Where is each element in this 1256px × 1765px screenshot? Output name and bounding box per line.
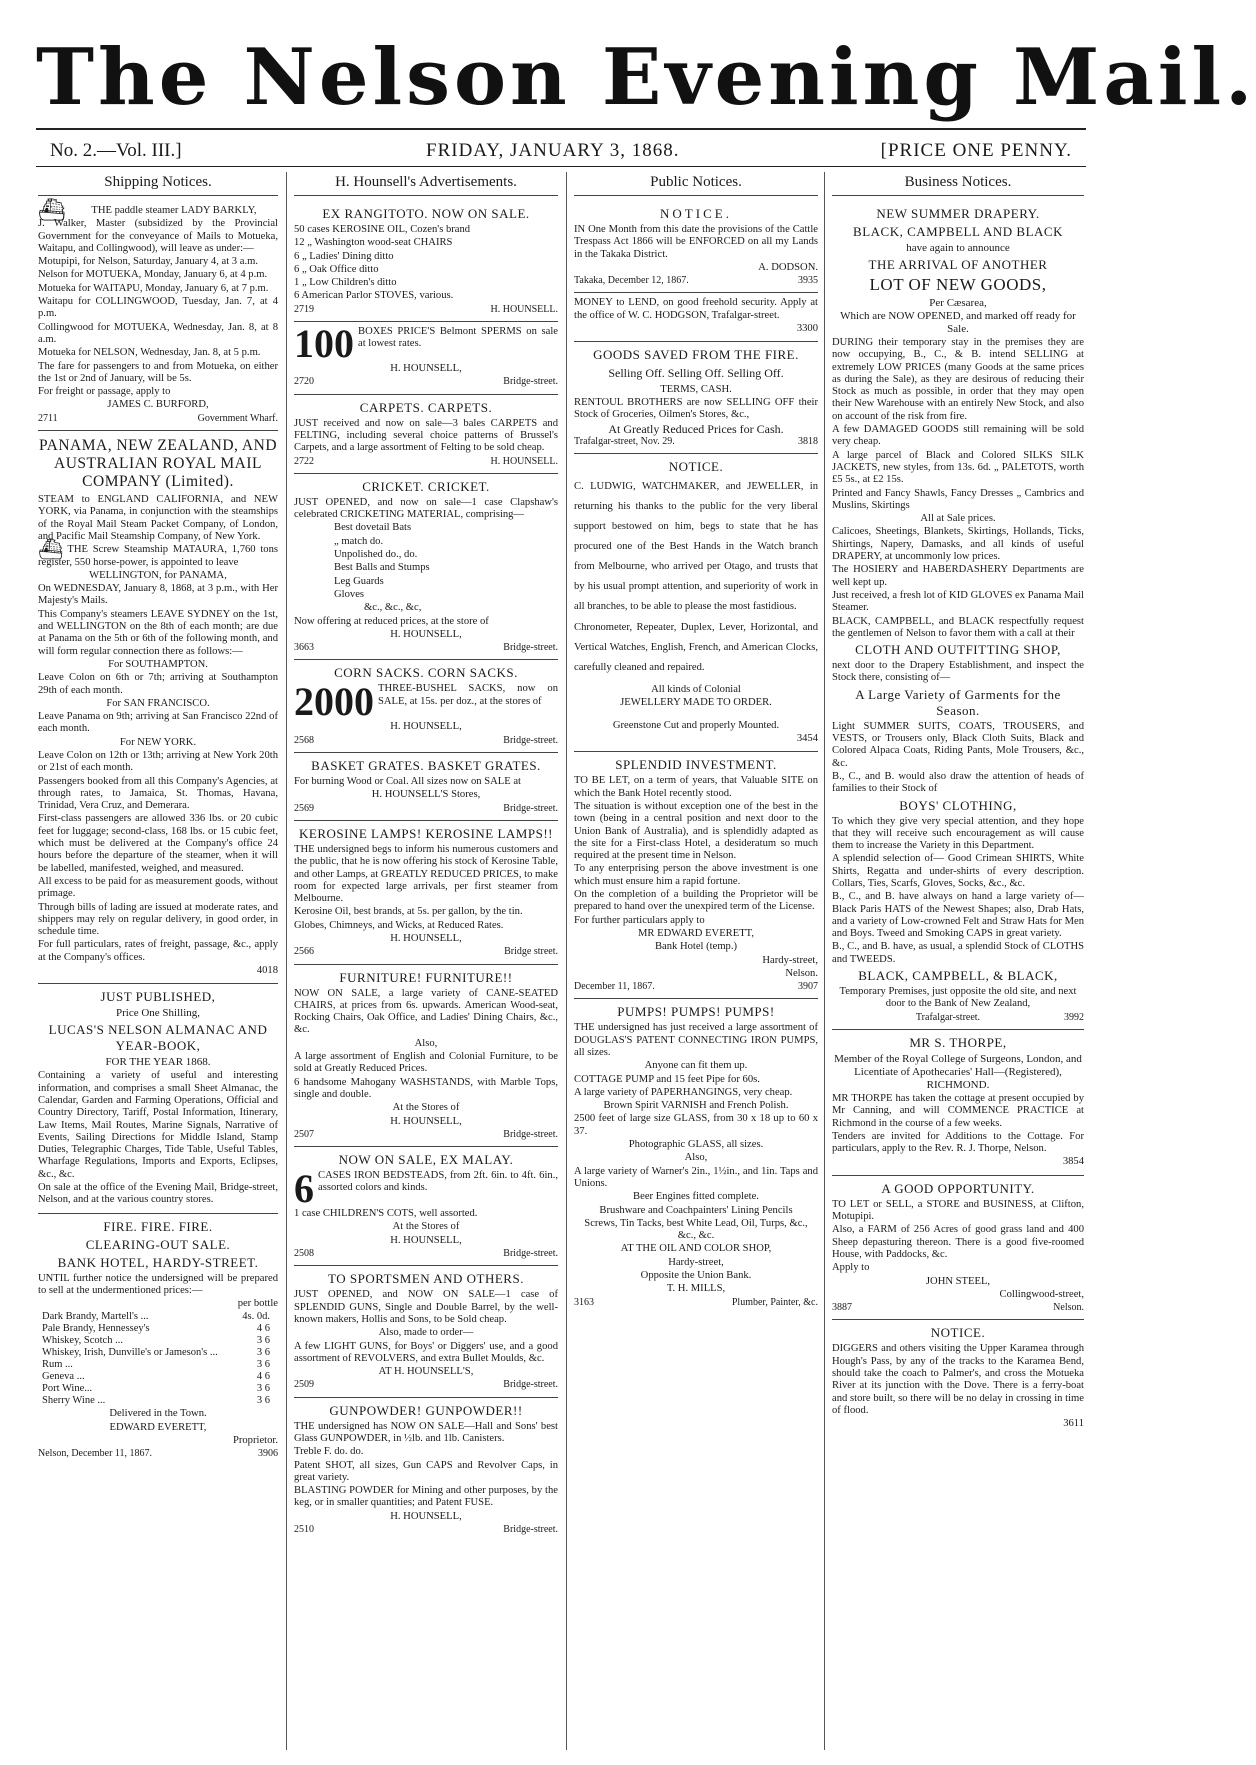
text-line: For full particulars, rates of freight, passage, &c., apply at the Company's offices. bbox=[38, 939, 278, 963]
column-shipping bbox=[38, 172, 278, 1747]
text-line: Through bills of lading are issued at moderate rates, and shippers may rely on regular delivery, in good order, in schedule time. bbox=[38, 901, 278, 938]
text-line: At the Stores of bbox=[392, 1102, 460, 1114]
column-hounsell bbox=[294, 172, 558, 1747]
text-line: Photographic GLASS, all sizes. bbox=[628, 1139, 764, 1151]
text-line: All at Sale prices. bbox=[920, 513, 996, 525]
column-heading: Business Notices. bbox=[832, 172, 1084, 196]
text-line: TO LET or SELL, a STORE and BUSINESS, at Clifton, Motupipi. bbox=[832, 1198, 1084, 1223]
text-line: A few LIGHT GUNS, for Boys' or Diggers' use, and a good assortment of REVOLVERS, and extra Bullet Moulds, &c. bbox=[294, 1340, 558, 1364]
ad-goods-saved bbox=[574, 342, 818, 454]
text-line: On sale at the office of the Evening Mail, Bridge-street, Nelson, and at the various country stores. bbox=[38, 1182, 278, 1206]
text-line: Bridge-street. bbox=[503, 1379, 558, 1391]
text-line: THE undersigned has NOW ON SALE—Hall and Sons' best Glass GUNPOWDER, in ½lb. and 1lb. Canisters. bbox=[294, 1420, 558, 1444]
text-line: A. DODSON. bbox=[758, 261, 818, 273]
text-line: For SAN FRANCISCO. bbox=[106, 697, 210, 709]
text-line: All excess to be paid for as measurement goods, without primage. bbox=[38, 875, 278, 900]
text-line: For further particulars apply to bbox=[574, 914, 705, 926]
text-line: BANK HOTEL, HARDY-STREET. bbox=[57, 1254, 259, 1270]
text-line: Also, a FARM of 256 Acres of good grass land and 400 Sheep depasturing thereon. There is a good five-roomed House, with Paddocks, &c. bbox=[832, 1224, 1084, 1260]
text-line: Beer Engines fitted complete. bbox=[633, 1191, 759, 1203]
text-line: RENTOUL BROTHERS are now SELLING OFF their Stock of Groceries, Oilmen's Stores, &c., bbox=[574, 396, 818, 421]
text-line: DIGGERS and others visiting the Upper Karamea through Hough's Pass, by any of the tracks to the Karamea Bend, should take the coach to Palmer's, and cross the Motueka River at its junction with the Dove. There is a ferry-boat and store built, so there will be no delay in crossing in time of flood. bbox=[832, 1343, 1084, 1416]
text-line: FOR THE YEAR 1868. bbox=[105, 1056, 211, 1069]
issue-date: FRIDAY, JANUARY 3, 1868. bbox=[426, 140, 680, 161]
text-line: LOT OF NEW GOODS, bbox=[869, 275, 1047, 294]
text-line: TO SPORTSMEN AND OTHERS. bbox=[328, 1271, 524, 1287]
text-line: Gloves bbox=[334, 588, 365, 600]
ad-sportsmen bbox=[294, 1266, 558, 1397]
text-line: NOW ON SALE, EX MALAY. bbox=[338, 1152, 514, 1168]
text-line: Bridge-street. bbox=[503, 734, 558, 746]
text-line: 50 cases KEROSINE OIL, Cozen's brand bbox=[294, 224, 471, 235]
column-separator bbox=[824, 172, 825, 1750]
text-line: Screws, Tin Tacks, best White Lead, Oil, Turps, &c., &c., &c. bbox=[584, 1217, 808, 1242]
text-line: MR EDWARD EVERETT, bbox=[637, 927, 755, 939]
text-line: Treble F. do. do. bbox=[294, 1446, 364, 1458]
text-line: To which they give very special attention, and they hope that they will receive such encouragement as will cause them to increase the Variety in this Department. bbox=[832, 815, 1084, 852]
text-line: EDWARD EVERETT, bbox=[109, 1421, 207, 1433]
steamship-icon: ⛴ bbox=[38, 539, 64, 562]
text-line: On WEDNESDAY, January 8, 1868, at 3 p.m., with Her Majesty's Mails. bbox=[38, 583, 278, 607]
text-line: 6 handsome Mahogany WASHSTANDS, with Marble Tops, single and double. bbox=[294, 1076, 558, 1100]
text-line: Leave Colon on 6th or 7th; arriving at Southampton 29th of each month. bbox=[38, 672, 278, 696]
text-line: 6 „ Ladies' Dining ditto bbox=[294, 250, 394, 262]
text-line: RICHMOND. bbox=[926, 1078, 990, 1091]
text-line: Calicoes, Sheetings, Blankets, Skirtings, Hollands, Ticks, Shirtings, Napery, Damasks, and all kinds of useful DRAPERY, at uncommonly low prices. bbox=[832, 526, 1084, 563]
text-line: A splendid selection of— Good Crimean SHIRTS, White Shirts, Regatta and under-shirts of every description. Collars, Ties, Scarfs, Gloves, Socks, &c., &c. bbox=[832, 853, 1084, 889]
text-line: H. HOUNSELL, bbox=[390, 628, 462, 640]
text-line: Bridge-street. bbox=[503, 802, 558, 814]
text-line: Bridge-street. bbox=[503, 1248, 558, 1260]
text-line: Brown Spirit VARNISH and French Polish. bbox=[603, 1100, 789, 1112]
text-line: Collingwood-street, bbox=[999, 1288, 1084, 1300]
text-line: Greenstone Cut and properly Mounted. bbox=[612, 719, 780, 731]
ad-cricket bbox=[294, 474, 558, 661]
text-line: Unpolished do., do. bbox=[334, 549, 418, 561]
text-line: December 11, 1867. bbox=[574, 981, 655, 993]
text-line: Opposite the Union Bank. bbox=[640, 1270, 752, 1282]
column-separator bbox=[286, 172, 287, 1750]
ad-good-opportunity bbox=[832, 1176, 1084, 1321]
text-line: A large variety of Warner's 2in., 1½in., and 1in. Taps and Unions. bbox=[574, 1165, 818, 1189]
ad-furniture bbox=[294, 965, 558, 1148]
text-line: SPLENDID INVESTMENT. bbox=[615, 757, 777, 773]
price-row bbox=[38, 1371, 278, 1383]
text-line: 2507 bbox=[294, 1128, 314, 1140]
ad-dodson-notice bbox=[574, 201, 818, 293]
text-line: „ match do. bbox=[334, 535, 384, 547]
text-line: 12 „ Washington wood-seat CHAIRS bbox=[294, 237, 453, 249]
text-line: Delivered in the Town. bbox=[109, 1408, 207, 1420]
text-line: Light SUMMER SUITS, COATS, TROUSERS, and VESTS, or Trousers only, Black Cloth Suits, Black and Colored Alpaca Coats, Riding Pants, Mole Trousers, &c., &c. bbox=[832, 720, 1084, 769]
text-line: Trafalgar-street. bbox=[915, 1011, 981, 1023]
text-line: Now offering at reduced prices, at the store of bbox=[294, 615, 489, 627]
text-line: A large variety of PAPERHANGINGS, very cheap. bbox=[574, 1086, 793, 1098]
text-line: 6 American Parlor STOVES, various. bbox=[294, 290, 454, 302]
ad-thorpe bbox=[832, 1030, 1084, 1176]
text-line: AT H. HOUNSELL'S, bbox=[378, 1366, 474, 1378]
text-line: THE undersigned begs to inform his numerous customers and the public, that he is now offering his stock of Kerosine Table, and other Lamps, at GREATLY REDUCED PRICES, to make room for expected large arrivals, per first steamer from Melbourne. bbox=[294, 843, 558, 905]
text-line: STEAM to ENGLAND CALIFORNIA, and NEW YORK, via Panama, in conjunction with the steamships of the Royal Mail Steam Packet Company, of London, and Pacific Mail Steamship Company, of New York. bbox=[38, 494, 278, 542]
text-line: Government Wharf. bbox=[197, 412, 278, 424]
text-line: Port Wine... bbox=[42, 1383, 93, 1395]
ad-pumps bbox=[574, 999, 818, 1314]
text-line: H. HOUNSELL. bbox=[490, 303, 558, 315]
text-line: MR THORPE has taken the cottage at present occupied by Mr Canning, and will COMMENCE PRACTICE at Richmond in the course of a few weeks. bbox=[832, 1092, 1084, 1129]
price-row bbox=[38, 1335, 278, 1347]
text-line: GUNPOWDER! GUNPOWDER!! bbox=[329, 1402, 523, 1418]
ad-iron-bedsteads bbox=[294, 1147, 558, 1266]
ad-carpets bbox=[294, 395, 558, 474]
text-line: THE undersigned has just received a large assortment of DOUGLAS'S PATENT CONNECTING IRON PUMPS, all sizes. bbox=[574, 1022, 818, 1058]
text-line: The situation is without exception one of the best in the town (being in a central position and next door to the Union Bank of Australia), and is splendidly adapted as the site for a First-class Hotel, a desideratum so much required at the present time in Nelson. bbox=[574, 800, 818, 862]
text-line: PUMPS! PUMPS! PUMPS! bbox=[617, 1004, 775, 1020]
text-line: 100 bbox=[294, 321, 354, 367]
column-public-notices bbox=[574, 172, 818, 1747]
price-row bbox=[38, 1359, 278, 1371]
text-line: H. HOUNSELL, bbox=[390, 1234, 462, 1246]
text-line: CARPETS. CARPETS. bbox=[359, 399, 493, 415]
text-line: 4 6 bbox=[256, 1371, 270, 1383]
ad-money-to-lend bbox=[574, 293, 818, 342]
text-line: KEROSINE LAMPS! KEROSINE LAMPS!! bbox=[299, 825, 553, 841]
ad-corn-sacks bbox=[294, 660, 558, 753]
text-line: 2719 bbox=[294, 303, 314, 315]
text-line: 2500 feet of large size GLASS, from 30 x 18 up to 60 x 37. bbox=[574, 1113, 818, 1137]
text-line: Whiskey, Scotch ... bbox=[42, 1335, 123, 1347]
text-line: 2569 bbox=[294, 802, 314, 814]
text-line: Kerosine Oil, best brands, at 5s. per gallon, by the tin. bbox=[294, 906, 523, 918]
text-line: C. LUDWIG, WATCHMAKER, and JEWELLER, in returning his thanks to the public for the very liberal support bestowed on him, begs to state that he has procured one of the Best Hands in the Watch branch from Melbourne, who arrived per Otago, and trusts that by his usual prompt attention, and superiority of work in all branches, to be able to please the most fastidious. bbox=[574, 481, 818, 613]
text-line: Leave Colon on 12th or 13th; arriving at New York 20th or 21st of each month. bbox=[38, 749, 278, 774]
text-line: 6 bbox=[294, 1166, 314, 1212]
dateline bbox=[36, 140, 1086, 164]
text-line: BLASTING POWDER for Mining and other purposes, by the keg, or in smaller quantities; and Patent FUSE. bbox=[294, 1485, 558, 1509]
text-line: NOTICE. bbox=[660, 206, 732, 221]
text-line: Leg Guards bbox=[334, 575, 384, 587]
text-line: 4 6 bbox=[256, 1323, 270, 1335]
text-line: Trafalgar-street, Nov. 29. bbox=[574, 435, 675, 447]
text-line: Motupipi, for Nelson, Saturday, January 4, at 3 a.m. bbox=[38, 256, 258, 268]
ad-panama-royal-mail bbox=[38, 431, 278, 984]
text-line: H. HOUNSELL, bbox=[390, 1510, 462, 1522]
text-line: MR S. THORPE, bbox=[909, 1034, 1007, 1050]
text-line: Nelson, December 11, 1867. bbox=[38, 1448, 153, 1460]
text-line: BOYS' CLOTHING, bbox=[899, 797, 1017, 813]
text-line: 2508 bbox=[294, 1248, 314, 1260]
column-separator bbox=[566, 172, 567, 1750]
text-line: J. Walker, Master (subsidized by the Provincial Government for the conveyance of Mails to Motueka, Waitapu, and Collingwood), will leave as under:— bbox=[38, 218, 278, 254]
text-line: Proprietor. bbox=[232, 1435, 278, 1447]
text-line: B., C., and B. would also draw the attention of heads of families to their Stock of bbox=[832, 770, 1084, 795]
ad-lady-barkly bbox=[38, 197, 278, 431]
text-line: Geneva ... bbox=[42, 1371, 85, 1383]
text-line: FURNITURE! FURNITURE!! bbox=[339, 969, 513, 985]
text-line: Temporary Premises, just opposite the old site, and next door to the Bank of New Zealand, bbox=[839, 986, 1077, 1010]
text-line: NEW SUMMER DRAPERY. bbox=[876, 206, 1040, 221]
text-line: JUST OPENED, and NOW ON SALE—1 case of SPLENDID GUNS, Single and Double Barrel, by the well-known makers, Hollis and Sons, to be Sold cheap. bbox=[294, 1289, 558, 1325]
ad-sperms bbox=[294, 322, 558, 395]
text-line: 2720 bbox=[294, 376, 314, 388]
text-line: B., C., and B. have, as usual, a splendid Stock of CLOTHS and TWEEDS. bbox=[832, 941, 1084, 965]
text-line: 2566 bbox=[294, 946, 314, 958]
ad-splendid-investment bbox=[574, 752, 818, 999]
steamer-icon: ⛴ bbox=[38, 197, 66, 222]
text-line: A few DAMAGED GOODS still remaining will be sold very cheap. bbox=[832, 424, 1084, 448]
text-line: A GOOD OPPORTUNITY. bbox=[881, 1180, 1035, 1196]
text-line: 3907 bbox=[798, 981, 818, 993]
text-line: Anyone can fit them up. bbox=[644, 1060, 748, 1072]
text-line: H. HOUNSELL, bbox=[390, 721, 462, 733]
text-line: 3906 bbox=[258, 1448, 278, 1460]
text-line: MONEY to LEND, on good freehold security. Apply at the office of W. C. HODGSON, Trafalgar-street. bbox=[574, 297, 818, 321]
text-line: Plumber, Painter, &c. bbox=[731, 1296, 818, 1308]
text-line: Selling Off. Selling Off. Selling Off. bbox=[608, 366, 784, 381]
text-line: Apply to bbox=[832, 1262, 870, 1274]
text-line: Pale Brandy, Hennessey's bbox=[42, 1323, 150, 1335]
text-line: 2711 bbox=[38, 412, 58, 424]
text-line: CORN SACKS. CORN SACKS. bbox=[334, 665, 518, 681]
ad-gunpowder bbox=[294, 1398, 558, 1542]
text-line: next door to the Drapery Establishment, and inspect the Stock there, consisting of— bbox=[832, 660, 1084, 684]
text-line: JEWELLERY MADE TO ORDER. bbox=[620, 697, 772, 709]
text-line: Also, made to order— bbox=[378, 1327, 474, 1339]
text-line: THE ARRIVAL OF ANOTHER bbox=[868, 257, 1048, 272]
text-line: H. HOUNSELL, bbox=[390, 1115, 462, 1127]
text-line: CASES IRON BEDSTEADS, from 2ft. 6in. to 4ft. 6in., assorted colors and kinds. bbox=[318, 1170, 558, 1194]
text-line: BLACK, CAMPBELL, and BLACK respectfully request the gentlemen of Nelson to favor them with a call at their bbox=[832, 615, 1084, 639]
text-line: Whiskey, Irish, Dunville's or Jameson's ... bbox=[42, 1347, 218, 1359]
text-line: Just received, a fresh lot of KID GLOVES ex Panama Mail Steamer. bbox=[832, 589, 1084, 614]
text-line: Patent SHOT, all sizes, Gun CAPS and Revolver Caps, in great variety. bbox=[294, 1459, 558, 1483]
text-line: 3935 bbox=[798, 275, 818, 287]
text-line: H. HOUNSELL. bbox=[490, 455, 558, 467]
text-line: THE Screw Steamship MATAURA, 1,760 tons register, 550 horse-power, is appointed to leave bbox=[38, 544, 278, 568]
text-line: Containing a variety of useful and interesting information, and comprises a small Sheet Almanac, the Calendar, Garden and Farming Operations, Official and Country Directory, Tariff, Postal Information, Itinerary, Law Items, Mail Routes, Marine Signals, Narrative of Events, Sailing Directions for Middle Island, Stamp Duties, Telegraphic Charges, Tide Table, Useful Tables, Wharfage Regulations, Imports and Exports, Eclipses, &c., &c. bbox=[38, 1070, 278, 1180]
text-line: AT THE OIL AND COLOR SHOP, bbox=[620, 1243, 772, 1255]
issue-price: [PRICE ONE PENNY. bbox=[880, 140, 1072, 161]
masthead-rule bbox=[36, 128, 1086, 130]
text-line: 3 6 bbox=[256, 1395, 270, 1407]
text-line: Member of the Royal College of Surgeons, London, and Licentiate of Apothecaries' Hall—(Registered), bbox=[834, 1052, 1082, 1078]
text-line: 2722 bbox=[294, 455, 314, 467]
text-line: JUST received and now on sale—3 bales CARPETS and FELTING, including several choice patterns of Brussel's Carpets, and a large assortment of Felting to be sold cheap. bbox=[294, 417, 558, 454]
text-line: THREE-BUSHEL SACKS, now on SALE, at 15s. per doz., at the stores of bbox=[378, 683, 558, 707]
text-line: &c., &c., &c, bbox=[364, 602, 422, 614]
text-line: B., C., and B. have always on hand a large variety of— Black Paris HATS of the Newest Shapes; also, Drab Hats, and a variety of Low-crowned Felt and Straw Hats for Men and Boys. Tweed and Smoking CAPS in great variety. bbox=[832, 891, 1084, 940]
price-row bbox=[38, 1383, 278, 1395]
text-line: JUST PUBLISHED, bbox=[100, 989, 216, 1005]
text-line: NOTICE. bbox=[668, 459, 724, 475]
text-line: 2000 bbox=[294, 679, 374, 725]
text-line: Brushware and Coachpainters' Lining Pencils bbox=[599, 1204, 793, 1216]
text-line: per bottle bbox=[237, 1298, 278, 1310]
text-line: PANAMA, NEW ZEALAND, AND AUSTRALIAN ROYAL MAIL COMPANY (Limited). bbox=[38, 437, 278, 491]
dateline-rule bbox=[36, 166, 1086, 167]
text-line: 3887 bbox=[832, 1302, 852, 1314]
price-row bbox=[38, 1323, 278, 1335]
text-line: 3 6 bbox=[256, 1383, 270, 1395]
text-line: To any enterprising person the above investment is one which must ensure him a rapid fortune. bbox=[574, 863, 818, 887]
text-line: WELLINGTON, for PANAMA, bbox=[89, 569, 227, 581]
text-line: BASKET GRATES. BASKET GRATES. bbox=[311, 758, 541, 774]
text-line: Bridge-street. bbox=[503, 1128, 558, 1140]
text-line: FIRE. FIRE. FIRE. bbox=[103, 1218, 213, 1234]
text-line: JOHN STEEL, bbox=[925, 1275, 991, 1287]
text-line: BLACK, CAMPBELL, & BLACK, bbox=[858, 968, 1058, 984]
column-heading: Public Notices. bbox=[574, 172, 818, 196]
text-line: EX RANGITOTO. NOW ON SALE. bbox=[322, 206, 530, 221]
text-line: 3818 bbox=[798, 435, 818, 447]
text-line: TO BE LET, on a term of years, that Valuable SITE on which the Bank Hotel recently stood. bbox=[574, 775, 818, 799]
text-line: BLACK, CAMPBELL AND BLACK bbox=[853, 224, 1063, 239]
text-line: 3992 bbox=[1063, 1011, 1084, 1023]
text-line: 3 6 bbox=[256, 1359, 270, 1371]
text-line: have again to announce bbox=[906, 242, 1010, 254]
text-line: THE paddle steamer LADY BARKLY, bbox=[91, 205, 257, 216]
text-line: Sherry Wine ... bbox=[42, 1395, 106, 1407]
ad-black-campbell bbox=[832, 201, 1084, 1030]
ad-clearing-out-sale bbox=[38, 1214, 278, 1466]
text-line: Nelson for MOTUEKA, Monday, January 6, at 4 p.m. bbox=[38, 269, 268, 281]
text-line: Motueka for NELSON, Wednesday, Jan. 8, at 5 p.m. bbox=[38, 347, 261, 359]
text-line: The fare for passengers to and from Motueka, on either the 1st or 2nd of January, will be 5s. bbox=[38, 360, 278, 384]
text-line: Chronometer, Repeater, Duplex, Lever, Horizontal, and Vertical Watches, English, French, and American Clocks, carefully cleaned and repaired. bbox=[574, 622, 818, 674]
ad-ludwig-watchmaker bbox=[574, 454, 818, 752]
text-line: Also, bbox=[414, 1037, 438, 1049]
text-line: Printed and Fancy Shawls, Fancy Dresses „ Cambrics and Muslins, Skirtings bbox=[832, 487, 1084, 511]
text-line: A large assortment of English and Colonial Furniture, to be sold at Greatly Reduced Prices. bbox=[294, 1051, 558, 1075]
column-heading: H. Hounsell's Advertisements. bbox=[294, 172, 558, 196]
ad-almanac bbox=[38, 984, 278, 1213]
text-line: 3163 bbox=[574, 1296, 594, 1308]
text-line: Passengers booked from all this Company's Agencies, at through rates, to Jamaica, St. Thomas, Havana, Trinidad, Vera Cruz, and Demerara. bbox=[38, 775, 278, 812]
text-line: Rum ... bbox=[42, 1359, 73, 1371]
text-line: JAMES C. BURFORD, bbox=[107, 399, 209, 411]
text-line: Hardy-street, bbox=[668, 1256, 724, 1268]
text-line: All kinds of Colonial bbox=[651, 684, 741, 696]
text-line: CLOTH AND OUTFITTING SHOP, bbox=[855, 642, 1061, 658]
text-line: 3 6 bbox=[256, 1335, 270, 1347]
text-line: The HOSIERY and HABERDASHERY Departments are well kept up. bbox=[832, 564, 1084, 588]
text-line: 4018 bbox=[256, 965, 278, 977]
column-heading: Shipping Notices. bbox=[38, 172, 278, 196]
text-line: For freight or passage, apply to bbox=[38, 386, 171, 398]
text-line: Bridge-street. bbox=[503, 642, 558, 654]
text-line: At Greatly Reduced Prices for Cash. bbox=[608, 421, 784, 436]
text-line: H. HOUNSELL, bbox=[390, 363, 462, 375]
issue-number: No. 2.—Vol. III.] bbox=[50, 140, 182, 161]
text-line: TERMS, CASH. bbox=[660, 383, 732, 395]
text-line: Globes, Chimneys, and Wicks, at Reduced Rates. bbox=[294, 919, 504, 931]
text-line: 3611 bbox=[1063, 1418, 1084, 1430]
text-line: Waitapu for COLLINGWOOD, Tuesday, Jan. 7, at 4 p.m. bbox=[38, 296, 278, 320]
text-line: IN One Month from this date the provisions of the Cattle Trespass Act 1866 will be ENFORCED on all my Lands in the Takaka District. bbox=[574, 224, 818, 260]
text-line: Tenders are invited for Additions to the Cottage. For particulars, apply to the Rev. R. J. Thorpe, Nelson. bbox=[832, 1130, 1084, 1155]
text-line: Also, bbox=[684, 1152, 708, 1164]
ad-ex-rangitoto bbox=[294, 201, 558, 322]
text-line: 3300 bbox=[796, 323, 818, 335]
text-line: H. HOUNSELL'S Stores, bbox=[371, 789, 481, 801]
text-line: At the Stores of bbox=[392, 1221, 460, 1233]
text-line: Motueka for WAITAPU, Monday, January 6, at 7 p.m. bbox=[38, 282, 269, 294]
text-line: 3663 bbox=[294, 642, 314, 654]
text-line: 3454 bbox=[796, 733, 818, 745]
text-line: Bridge street. bbox=[504, 946, 558, 958]
text-line: JUST OPENED, and now on sale—1 case Clapshaw's celebrated CRICKETING MATERIAL, comprising— bbox=[294, 496, 558, 521]
text-line: GOODS SAVED FROM THE FIRE. bbox=[593, 347, 799, 363]
text-line: First-class passengers are allowed 336 lbs. or 20 cubic feet for luggage; second-class, 168 lbs. or 15 cubic feet, which must be delivered at the Company's office 24 hours before the departure of the steamer, when it will be labelled, manifested, weighed, and measured. bbox=[38, 813, 278, 874]
text-line: CRICKET. CRICKET. bbox=[362, 478, 490, 494]
text-line: 2510 bbox=[294, 1524, 314, 1536]
text-line: Dark Brandy, Martell's ... bbox=[42, 1311, 149, 1323]
price-row bbox=[38, 1311, 278, 1323]
text-line: Best Balls and Stumps bbox=[334, 562, 430, 574]
text-line: 6 „ Oak Office ditto bbox=[294, 263, 379, 275]
text-line: 1 „ Low Children's ditto bbox=[294, 277, 397, 289]
text-line: H. HOUNSELL, bbox=[390, 932, 462, 944]
text-line: Nelson. bbox=[785, 967, 818, 979]
column-business-notices bbox=[832, 172, 1084, 1747]
text-line: 4s. 0d. bbox=[242, 1311, 270, 1323]
text-line: Hardy-street, bbox=[762, 954, 818, 966]
text-line: Per Cæsarea, bbox=[929, 297, 987, 309]
text-line: T. H. MILLS, bbox=[666, 1283, 726, 1295]
text-line: 2509 bbox=[294, 1379, 314, 1391]
price-row bbox=[38, 1395, 278, 1407]
ad-kerosine-lamps bbox=[294, 821, 558, 965]
text-line: A Large Variety of Garments for the Season. bbox=[855, 686, 1061, 718]
text-line: LUCAS'S NELSON ALMANAC AND YEAR-BOOK, bbox=[48, 1022, 268, 1054]
text-line: UNTIL further notice the undersigned will be prepared to sell at the undermentioned prices:— bbox=[38, 1272, 278, 1296]
text-line: On the completion of a building the Proprietor will be prepared to hand over the unexpired term of the License. bbox=[574, 889, 818, 913]
text-line: For burning Wood or Coal. All sizes now on SALE at bbox=[294, 776, 521, 788]
text-line: NOW ON SALE, a large variety of CANE-SEATED CHAIRS, at prices from 6s. upwards. American Wood-seat, Rocking Chairs, Oak Office, and Ladies' Dining Chairs, &c., &c. bbox=[294, 987, 558, 1036]
text-line: CLEARING-OUT SALE. bbox=[85, 1236, 231, 1252]
text-line: Bridge-street. bbox=[503, 376, 558, 388]
text-line: Price One Shilling, bbox=[115, 1007, 201, 1020]
text-line: BOXES PRICE'S Belmont SPERMS on sale at lowest rates. bbox=[358, 326, 558, 350]
text-line: 3854 bbox=[1062, 1156, 1084, 1168]
text-line: Takaka, December 12, 1867. bbox=[574, 275, 689, 287]
text-line: COTTAGE PUMP and 15 feet Pipe for 60s. bbox=[574, 1073, 760, 1085]
text-line: Bridge-street. bbox=[503, 1524, 558, 1536]
text-line: Which are NOW OPENED, and marked off ready for Sale. bbox=[840, 310, 1076, 335]
text-line: For SOUTHAMPTON. bbox=[108, 658, 208, 670]
text-line: 1 case CHILDREN'S COTS, well assorted. bbox=[294, 1208, 478, 1220]
text-line: A large parcel of Black and Colored SILKS SILK JACKETS, new styles, from 13s. 6d. „ PALETOTS, worth £5 5s., at £2 15s. bbox=[832, 449, 1084, 486]
ad-basket-grates bbox=[294, 753, 558, 821]
text-line: 3 6 bbox=[256, 1347, 270, 1359]
text-line: Nelson. bbox=[1053, 1302, 1084, 1314]
price-row bbox=[38, 1347, 278, 1359]
text-line: Collingwood for MOTUEKA, Wednesday, Jan. 8, at 8 a.m. bbox=[38, 321, 278, 345]
ad-diggers-notice bbox=[832, 1320, 1084, 1436]
text-line: NOTICE. bbox=[930, 1325, 986, 1341]
text-line: Bank Hotel (temp.) bbox=[654, 941, 738, 953]
text-line: DURING their temporary stay in the premises they are now occupying, B., C., & B. intend SELLING at extremely LOW PRICES (many Goods at the same prices as during the Sale), as they are desirous of reducing their Stock as much as possible, in order that they may open their New Warehouse with an entirely New Stock, and also on account of the risk from fire. bbox=[832, 337, 1084, 422]
masthead-title: The Nelson Evening Mail. bbox=[36, 32, 1256, 123]
text-line: Leave Panama on 9th; arriving at San Francisco 22nd of each month. bbox=[38, 711, 278, 735]
text-line: For NEW YORK. bbox=[119, 736, 197, 748]
text-line: Best dovetail Bats bbox=[334, 522, 412, 534]
text-line: 2568 bbox=[294, 734, 314, 746]
text-line: This Company's steamers LEAVE SYDNEY on the 1st, and WELLINGTON on the 8th of each month; are due at Panama on the 5th or 6th of the following month, and will form regular connection there as follows:— bbox=[38, 608, 278, 657]
